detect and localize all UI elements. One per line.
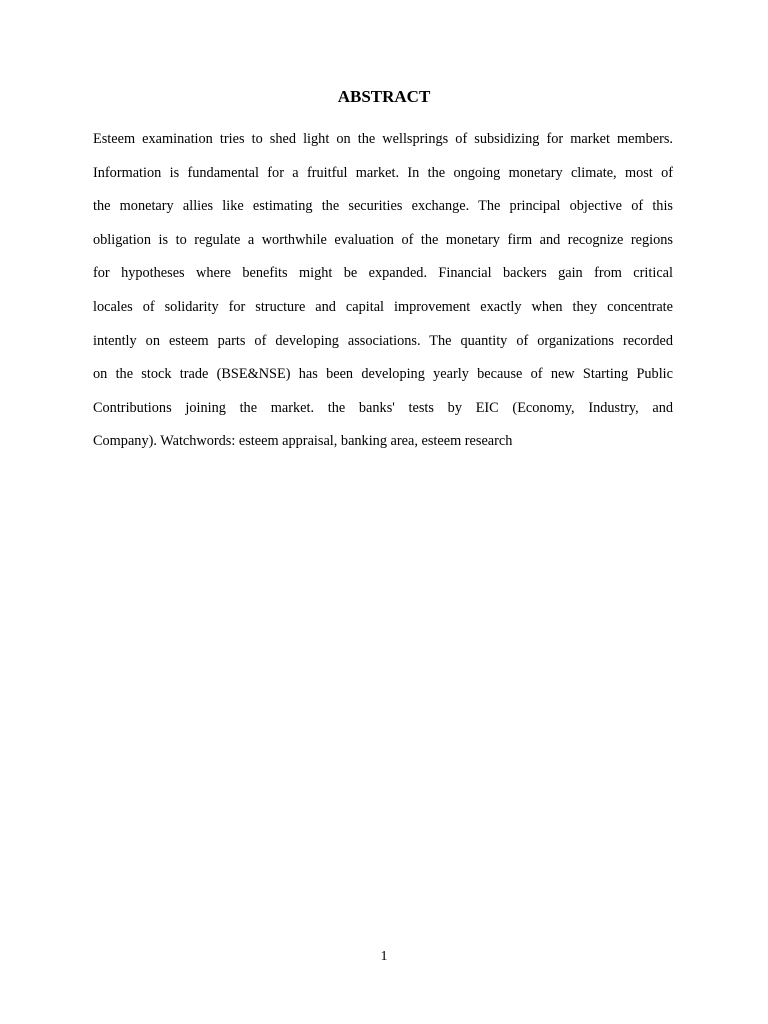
paragraph-line: Company). Watchwords: esteem appraisal, banking area, esteem research [93,433,513,450]
paragraph-line: for hypotheses where benefits might be expanded. Financial backers gain from critical [93,265,673,282]
paragraph-line: intently on esteem parts of developing associations. The quantity of organizations recorded [93,332,673,349]
abstract-heading: ABSTRACT [337,87,431,106]
paragraph-line: Information is fundamental for a fruitful market. In the ongoing monetary climate, most of [93,164,673,181]
paragraph-line: on the stock trade (BSE&NSE) has been developing yearly because of new Starting Public [93,366,673,383]
abstract-paragraph [93,123,673,459]
paragraph-line: the monetary allies like estimating the securities exchange. The principal objective of this [93,198,673,215]
paragraph-line: Contributions joining the market. the banks' tests by EIC (Economy, Industry, and [93,399,673,416]
paragraph-line: Esteem examination tries to shed light on the wellsprings of subsidizing for market members. [93,131,673,147]
page-number: 1 [380,949,388,964]
paragraph-line: locales of solidarity for structure and capital improvement exactly when they concentrate [93,298,673,315]
paragraph-line: obligation is to regulate a worthwhile evaluation of the monetary firm and recognize regions [93,231,673,248]
